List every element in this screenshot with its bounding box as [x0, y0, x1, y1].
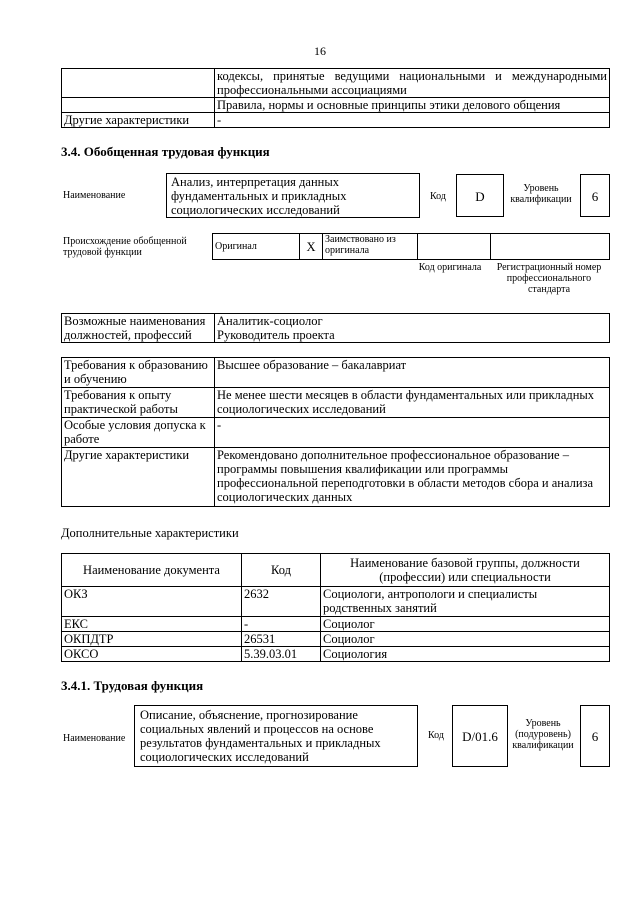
table-cell: Социологи, антропологи и специалисты родственных занятий	[321, 587, 610, 617]
table-cell: Социолог	[321, 632, 610, 647]
table-row	[62, 448, 610, 507]
name-value-box: Анализ, интерпретация данных фундаментальных и прикладных социологических исследований	[166, 173, 420, 218]
table-cell: ОКПДТР	[62, 632, 242, 647]
code-value-box: D/01.6	[452, 705, 508, 767]
name-value-box: Описание, объяснение, прогнозирование социальных явлений и процессов на основе результатов фундаментальных и прикладных социологических исследований	[134, 705, 418, 767]
req-label: Особые условия допуска к работе	[62, 418, 215, 448]
level-value-box: 6	[580, 705, 610, 767]
column-header: Наименование документа	[62, 554, 242, 587]
table-row	[213, 234, 610, 260]
requirements-table	[61, 357, 610, 507]
table-header-row	[62, 554, 610, 587]
req-value: Не менее шести месяцев в области фундаментальных или прикладных социологических исследований	[215, 388, 610, 418]
table-cell: -	[242, 617, 321, 632]
table-cell: 2632	[242, 587, 321, 617]
original-mark: X	[300, 234, 323, 260]
continuation-table	[61, 68, 610, 128]
orig-code-cell	[418, 234, 491, 260]
table-cell-label: Другие характеристики	[62, 113, 215, 128]
list-item: Аналитик-социолог	[217, 314, 323, 328]
table-cell-label	[62, 98, 215, 113]
table-row	[62, 98, 610, 113]
req-value: Высшее образование – бакалавриат	[215, 358, 610, 388]
orig-code-caption: Код оригинала	[418, 262, 482, 273]
code-label: Код	[428, 730, 444, 741]
level-label: Уровень (подуровень) квалификации	[512, 718, 574, 751]
table-row	[62, 358, 610, 388]
table-cell: ОКСО	[62, 647, 242, 662]
req-label: Другие характеристики	[62, 448, 215, 507]
reg-number-caption: Регистрационный номер профессионального стандарта	[496, 262, 602, 295]
table-cell-value: -	[215, 113, 610, 128]
table-row	[62, 617, 610, 632]
code-label: Код	[430, 191, 446, 202]
table-row	[62, 388, 610, 418]
table-row	[62, 314, 610, 343]
table-cell: Социолог	[321, 617, 610, 632]
positions-table	[61, 313, 610, 343]
code-value-box: D	[456, 174, 504, 217]
table-cell: ЕКС	[62, 617, 242, 632]
table-row	[62, 418, 610, 448]
section-heading: 3.4.1. Трудовая функция	[61, 678, 204, 693]
table-row	[62, 632, 610, 647]
reg-number-cell	[491, 234, 610, 260]
column-header: Наименование базовой группы, должности (профессии) или специальности	[321, 554, 610, 587]
req-value: -	[215, 418, 610, 448]
origin-table	[212, 233, 610, 260]
positions-list	[215, 314, 610, 343]
req-label: Требования к опыту практической работы	[62, 388, 215, 418]
name-label: Наименование	[63, 733, 126, 744]
table-row	[62, 647, 610, 662]
name-label: Наименование	[63, 190, 126, 201]
table-cell: 5.39.03.01	[242, 647, 321, 662]
origin-label: Происхождение обобщенной трудовой функции	[63, 236, 187, 258]
additional-table	[61, 553, 610, 662]
additional-heading: Дополнительные характеристики	[61, 526, 239, 540]
table-cell-value: кодексы, принятые ведущими национальными и международными профессиональными ассоциациями	[215, 69, 610, 98]
level-value-box: 6	[580, 174, 610, 217]
level-label: Уровень квалификации	[510, 183, 572, 205]
req-label: Требования к образованию и обучению	[62, 358, 215, 388]
page-number: 16	[314, 44, 326, 58]
positions-label: Возможные наименования должностей, профессий	[62, 314, 215, 343]
table-cell-label	[62, 69, 215, 98]
table-row	[62, 587, 610, 617]
req-value: Рекомендовано дополнительное профессиональное образование – программы повышения квалификации или программы профессиональной переподготовки в области методов сбора и анализа социологических данных	[215, 448, 610, 507]
table-cell: 26531	[242, 632, 321, 647]
borrowed-label: Заимствовано из оригинала	[323, 234, 418, 260]
table-cell: ОКЗ	[62, 587, 242, 617]
column-header: Код	[242, 554, 321, 587]
table-cell-value: Правила, нормы и основные принципы этики делового общения	[215, 98, 610, 113]
table-row	[62, 69, 610, 98]
list-item: Руководитель проекта	[217, 328, 335, 342]
original-label: Оригинал	[213, 234, 300, 260]
section-heading: 3.4. Обобщенная трудовая функция	[61, 144, 270, 159]
table-cell: Социология	[321, 647, 610, 662]
table-row	[62, 113, 610, 128]
